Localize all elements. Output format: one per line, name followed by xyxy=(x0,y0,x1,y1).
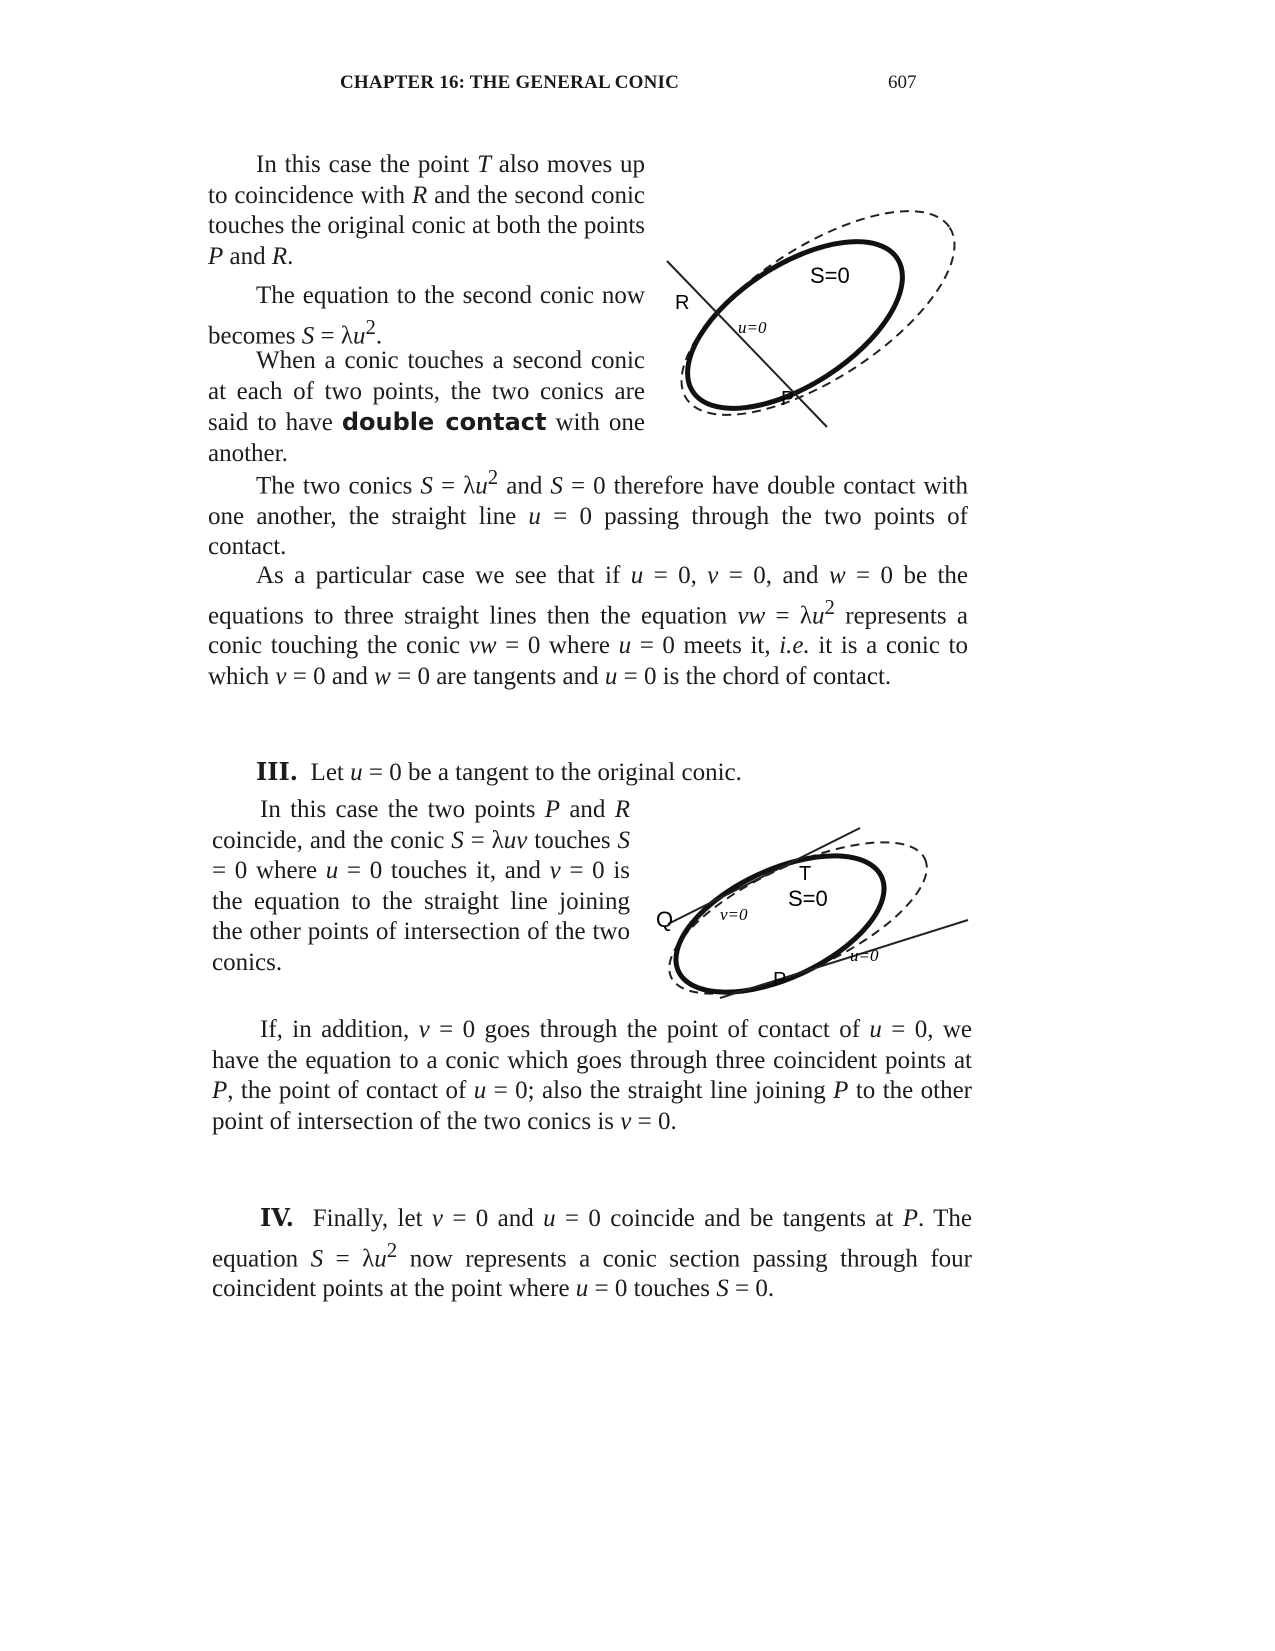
label-q: Q xyxy=(656,907,674,932)
paragraph-6: III. Let u = 0 be a tangent to the original conic. xyxy=(256,757,742,786)
label-p: P xyxy=(781,388,795,410)
paragraph-2: The equation to the second conic now becomes $S = \lambda u^2$. xyxy=(208,282,645,349)
paragraph-8-wrapper xyxy=(212,1015,972,1137)
figure-double-contact xyxy=(665,195,970,445)
label-s0: S=0 xyxy=(788,886,828,911)
figure-tangent-case xyxy=(650,820,975,1020)
label-v0: v=0 xyxy=(720,905,748,924)
line-u-tangent xyxy=(720,920,968,998)
conic-s-solid xyxy=(665,208,930,442)
paragraph-9: IV. Finally, let v = 0 and u = 0 coincide and be tangents at P. The equation $S = \lambda u^2$ now represents a conic section passing through four coincident points at the point where u = 0 touches S = 0. xyxy=(212,1203,972,1303)
label-p: P xyxy=(773,969,787,991)
paragraph-1: In this case the point T also moves up to coincidence with R and the second conic touches the original conic at both the points P and R. xyxy=(208,151,646,270)
paragraph-7: In this case the two points P and R coincide, and the conic S = λuv touches S = 0 where u = 0 touches it, and v = 0 is the equation to the straight line joining the other points of intersection of the two conics. xyxy=(212,796,631,976)
label-u0: u=0 xyxy=(738,318,767,337)
label-r: R xyxy=(675,292,690,314)
label-t: T xyxy=(799,863,812,885)
paragraph-3: When a conic touches a second conic at each of two points, the two conics are said to have double contact with one another. xyxy=(208,347,645,467)
page-number: 607 xyxy=(888,72,917,93)
paragraph-4: The two conics $S = \lambda u^2$ and S = 0 therefore have double contact with one another, the straight line u = 0 passing through the two points of contact. xyxy=(208,465,969,561)
paragraph-8: If, in addition, v = 0 goes through the point of contact of u = 0, we have the equation to a conic which goes through three coincident points at P, the point of contact of u = 0; also the straight line joining P to the other point of intersection of the two conics is v = 0. xyxy=(212,1016,973,1135)
label-u0: u=0 xyxy=(850,946,879,965)
running-header-title: CHAPTER 16: THE GENERAL CONIC xyxy=(340,72,680,93)
label-s0: S=0 xyxy=(810,263,850,288)
line-v xyxy=(668,828,860,924)
paragraph-5: As a particular case we see that if u = 0, v = 0, and w = 0 be the equations to three straight lines then the equation vw = $\lambda u^2$ represents a conic touching the conic vw = 0 where u = 0 meets it, i.e. it is a conic to which v = 0 and w = 0 are tangents and u = 0 is the chord of contact. xyxy=(208,562,969,690)
